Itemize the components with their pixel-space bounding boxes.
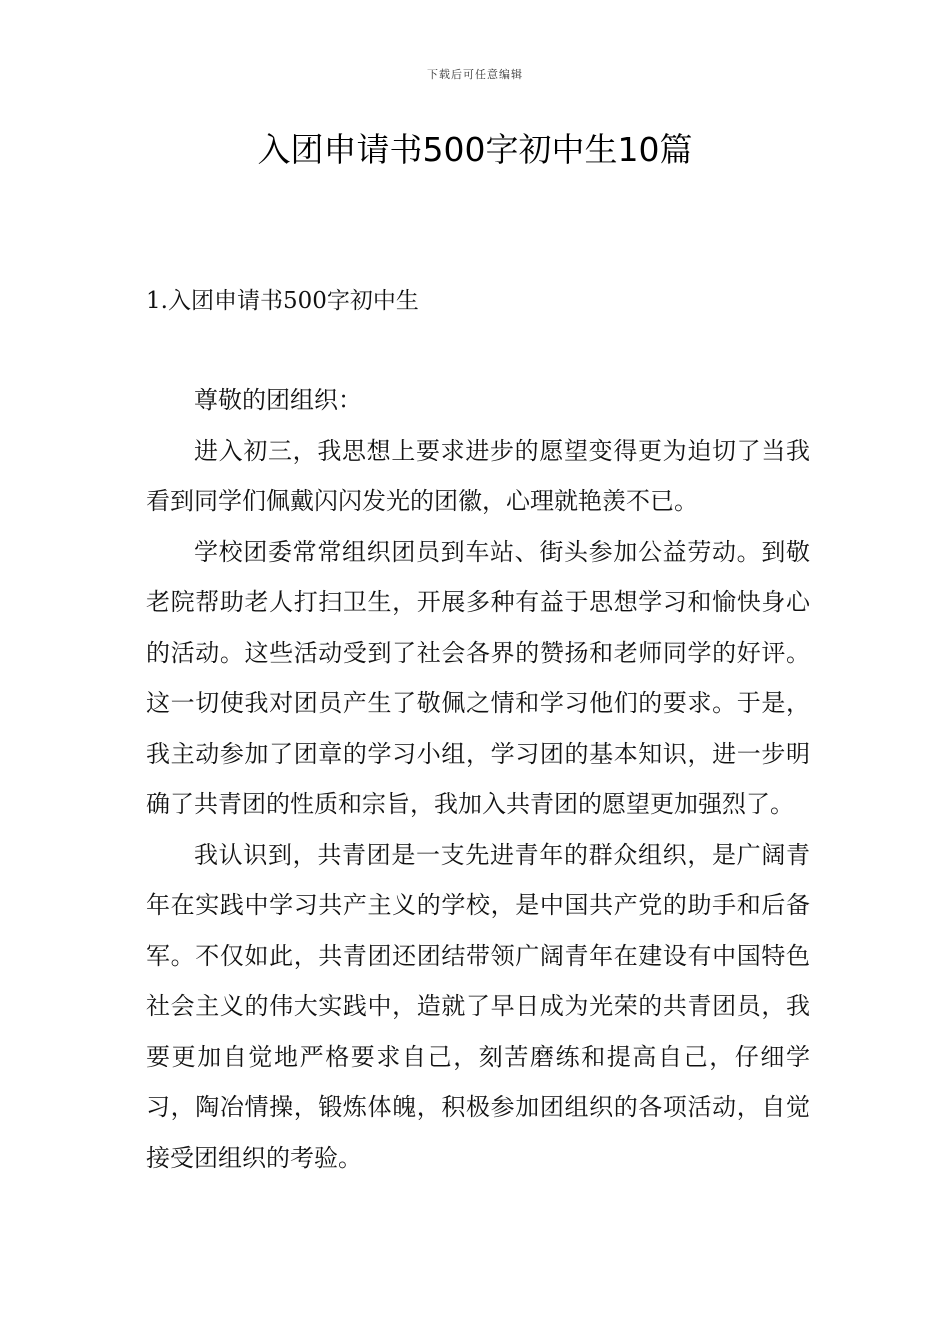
letter-paragraph: 进入初三，我思想上要求进步的愿望变得更为迫切了当我看到同学们佩戴闪闪发光的团徽，心理就艳羡不已。 xyxy=(146,436,810,515)
letter-salutation: 尊敬的团组织： xyxy=(194,386,362,414)
section-heading: 1.入团申请书500字初中生 xyxy=(146,288,419,314)
letter-paragraph: 我认识到，共青团是一支先进青年的群众组织，是广阔青年在实践中学习共产主义的学校，是中国共产党的助手和后备军。不仅如此，共青团还团结带领广阔青年在建设有中国特色社会主义的伟大实践中，造就了早日成为光荣的共青团员，我要更加自觉地严格要求自己，刻苦磨练和提高自己，仔细学习，陶冶情操，锻炼体魄，积极参加团组织的各项活动，自觉接受团组织的考验。 xyxy=(146,840,810,1172)
letter-body xyxy=(146,375,810,1183)
header-note: 下载后可任意编辑 xyxy=(427,68,523,81)
letter-paragraph: 学校团委常常组织团员到车站、街头参加公益劳动。到敬老院帮助老人打扫卫生，开展多种有益于思想学习和愉快身心的活动。这些活动受到了社会各界的赞扬和老师同学的好评。这一切使我对团员产生了敬佩之情和学习他们的要求。于是，我主动参加了团章的学习小组，学习团的基本知识，进一步明确了共青团的性质和宗旨，我加入共青团的愿望更加强烈了。 xyxy=(146,537,810,818)
document-title: 入团申请书500字初中生10篇 xyxy=(257,130,693,169)
